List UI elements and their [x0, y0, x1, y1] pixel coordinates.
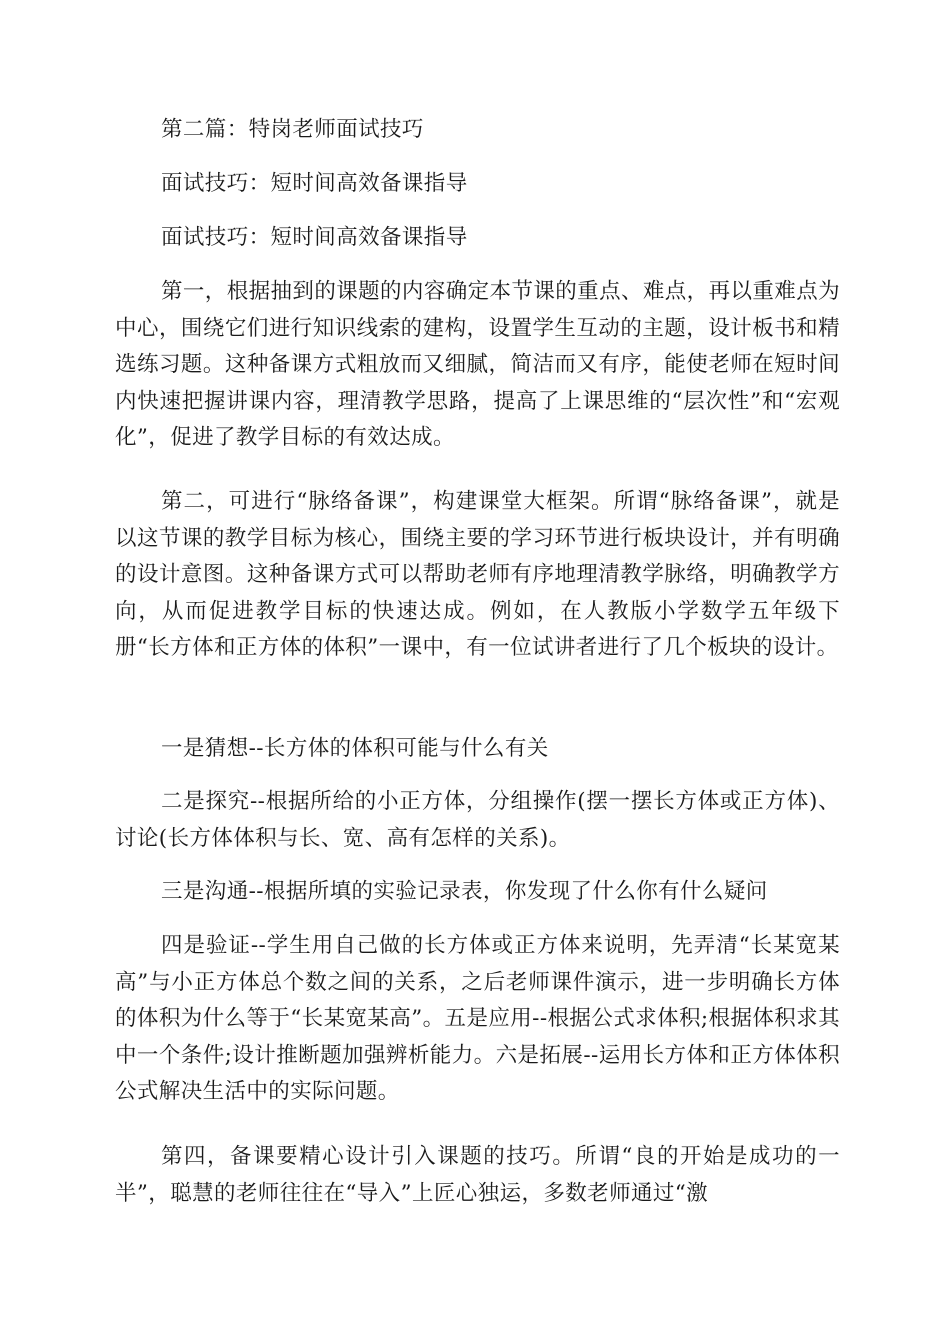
paragraph-fourth-point: 第四，备课要精心设计引入课题的技巧。所谓“良的开始是成功的一半”，聪慧的老师往往在“导入”上匠心独运，多数老师通过“激 [115, 1144, 840, 1206]
document-heading: 第二篇：特岗老师面试技巧 [161, 117, 424, 142]
paragraph-second-point: 第二，可进行“脉络备课”，构建课堂大框架。所谓“脉络备课”，就是以这节课的教学目标为核心，围绕主要的学习环节进行板块设计，并有明确的设计意图。这种备课方式可以帮助老师有序地理清教学脉络，明确教学方向，从而促进教学目标的快速达成。例如，在人教版小学数学五年级下册“长方体和正方体的体积”一课中，有一位试讲者进行了几个板块的设计。 [115, 489, 840, 660]
paragraph-step-two: 二是探究--根据所给的小正方体，分组操作(摆一摆长方体或正方体)、讨论(长方体体积与长、宽、高有怎样的关系)。 [115, 789, 840, 851]
paragraph-step-four: 四是验证--学生用自己做的长方体或正方体来说明，先弄清“长某宽某高”与小正方体总个数之间的关系，之后老师课件演示，进一步明确长方体的体积为什么等于“长某宽某高”。五是应用--根据公式求体积;根据体积求其中一个条件;设计推断题加强辨析能力。六是拓展--运用长方体和正方体体积公式解决生活中的实际问题。 [115, 933, 840, 1104]
document-subheading: 面试技巧：短时间高效备课指导 [161, 171, 468, 196]
paragraph-first-point: 第一，根据抽到的课题的内容确定本节课的重点、难点，再以重难点为中心，围绕它们进行知识线索的建构，设置学生互动的主题，设计板书和精选练习题。这种备课方式粗放而又细腻，简洁而又有序，能使老师在短时间内快速把握讲课内容，理清教学思路，提高了上课思维的“层次性”和“宏观化”，促进了教学目标的有效达成。 [115, 279, 840, 450]
paragraph-step-one: 一是猜想--长方体的体积可能与什么有关 [161, 736, 549, 761]
document-subheading: 面试技巧：短时间高效备课指导 [161, 225, 468, 250]
paragraph-step-three: 三是沟通--根据所填的实验记录表，你发现了什么你有什么疑问 [161, 879, 768, 904]
